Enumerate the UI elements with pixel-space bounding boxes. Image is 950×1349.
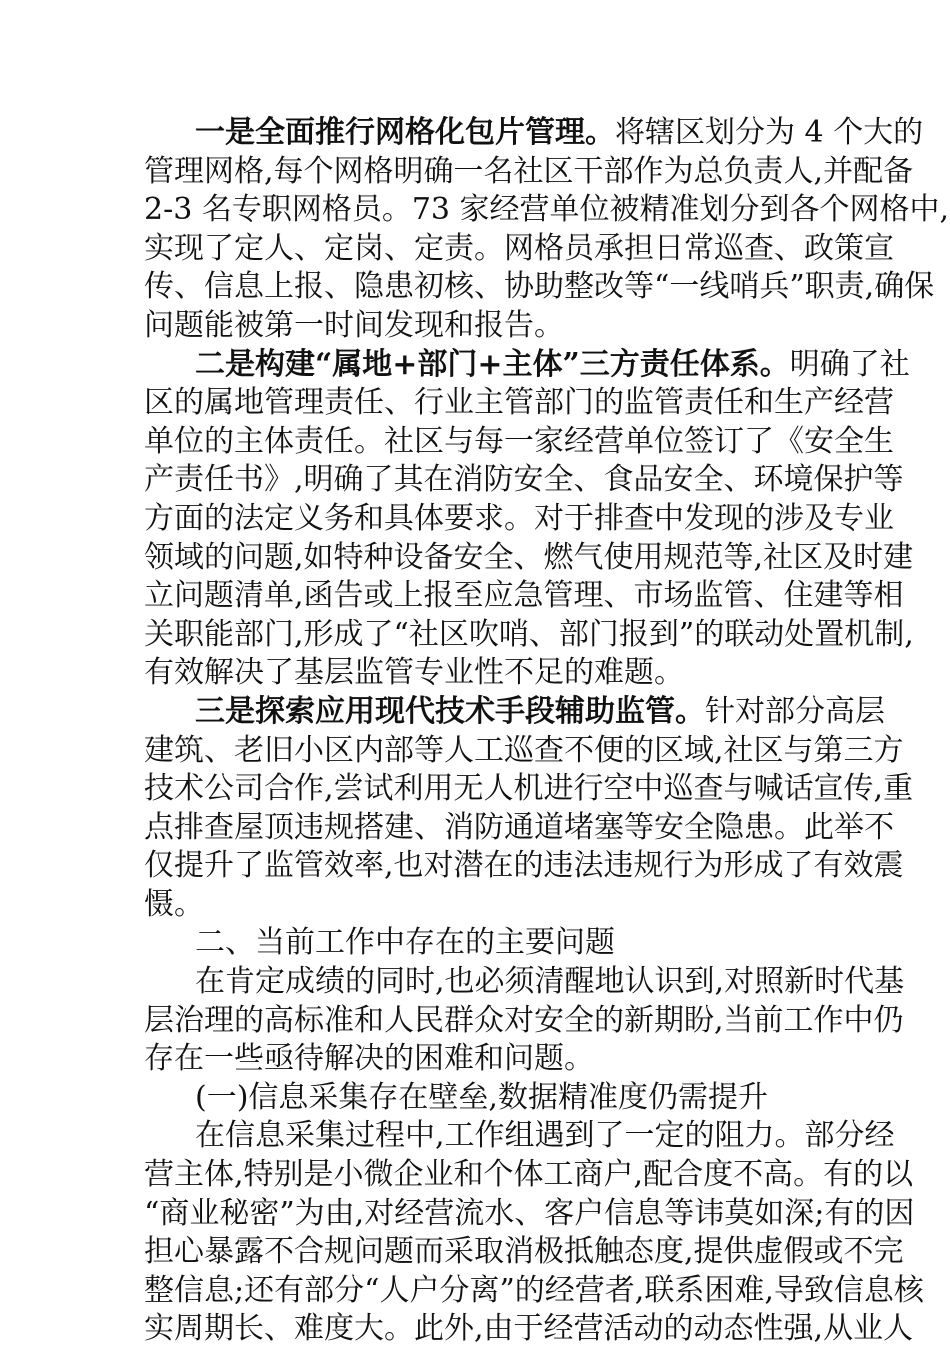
line-text: 营主体,特别是小微企业和个体工商户,配合度不高。有的以 [144, 1157, 914, 1193]
document-page [144, 114, 950, 1349]
text-line [144, 693, 885, 732]
text-line [144, 654, 814, 693]
text-line [144, 924, 814, 963]
text-line [144, 153, 914, 192]
line-text: 整信息;还有部分“人户分离”的经营者,联系困难,导致信息核 [144, 1272, 924, 1308]
line-text: 将辖区划分为 4 个大的 [615, 115, 924, 150]
line-text: 方面的法定义务和具体要求。对于排查中发现的涉及专业 [144, 500, 894, 536]
paragraph-lead-heading: 二是构建“属地+部门+主体”三方责任体系。 [195, 346, 790, 382]
text-line [144, 847, 904, 886]
text-line [144, 1156, 914, 1195]
paragraph [144, 346, 914, 693]
paragraph [144, 114, 950, 346]
text-line [144, 616, 914, 655]
text-line [144, 1272, 924, 1311]
text-line [144, 500, 894, 539]
line-text: 产责任书》,明确了其在消防安全、食品安全、环境保护等 [144, 462, 904, 498]
line-text: 担心暴露不合规问题而采取消极抵触态度,提供虚假或不完 [144, 1234, 904, 1270]
line-text: 领域的问题,如特种设备安全、燃气使用规范等,社区及时建 [144, 539, 914, 575]
text-line [144, 732, 904, 771]
paragraph [144, 924, 814, 963]
line-text: (一)信息采集存在壁垒,数据精准度仍需提升 [195, 1079, 768, 1115]
text-line [144, 1195, 915, 1234]
text-line [144, 809, 894, 848]
line-text: 建筑、老旧小区内部等人工巡查不便的区域,社区与第三方 [144, 732, 904, 768]
line-text: 点排查屋顶违规搭建、消防通道堵塞等安全隐患。此举不 [144, 809, 894, 845]
text-line [144, 1079, 814, 1118]
line-text: 实周期长、难度大。此外,由于经营活动的动态性强,从业人 [144, 1311, 914, 1347]
text-line [144, 346, 910, 385]
text-line [144, 268, 935, 307]
paragraph-lead-heading: 一是全面推行网格化包片管理。 [195, 115, 615, 150]
line-text: 区的属地管理责任、行业主管部门的监管责任和生产经营 [144, 385, 894, 421]
text-line [144, 307, 814, 346]
paragraph [144, 1117, 924, 1349]
paragraph [144, 693, 914, 925]
line-text: 问题能被第一时间发现和报告。 [144, 307, 564, 343]
line-text: 传、信息上报、隐患初核、协助整改等“一线哨兵”职责,确保 [144, 269, 935, 305]
text-line [144, 1002, 904, 1041]
line-text: 2-3 名专职网格员。73 家经营单位被精准划分到各个网格中, [144, 192, 950, 228]
paragraph-lead-heading: 三是探索应用现代技术手段辅助监管。 [195, 693, 705, 729]
line-text: 关职能部门,形成了“社区吹哨、部门报到”的联动处置机制, [144, 616, 914, 652]
text-line [144, 384, 894, 423]
paragraph [144, 963, 905, 1079]
text-line [144, 1040, 814, 1079]
line-text: 技术公司合作,尝试利用无人机进行空中巡查与喊话宣传,重 [144, 771, 914, 807]
line-text: 仅提升了监管效率,也对潜在的违法违规行为形成了有效震 [144, 848, 904, 884]
line-text: 在信息采集过程中,工作组遇到了一定的阻力。部分经 [195, 1118, 895, 1154]
line-text: 实现了定人、定岗、定责。网格员承担日常巡查、政策宣 [144, 230, 894, 266]
text-line [144, 770, 914, 809]
line-text: 有效解决了基层监管专业性不足的难题。 [144, 655, 684, 691]
line-text: 二、当前工作中存在的主要问题 [195, 925, 615, 961]
text-line [144, 577, 904, 616]
line-text: 层治理的高标准和人民群众对安全的新期盼,当前工作中仍 [144, 1002, 904, 1038]
text-line [144, 230, 894, 269]
text-line [144, 423, 894, 462]
text-line [144, 191, 950, 230]
paragraph [144, 1079, 814, 1118]
text-line [144, 114, 924, 153]
line-text: 慑。 [144, 886, 204, 922]
line-text: 管理网格,每个网格明确一名社区干部作为总负责人,并配备 [144, 153, 914, 189]
text-line [144, 1117, 895, 1156]
text-line [144, 886, 814, 925]
text-line [144, 539, 914, 578]
text-line [144, 1233, 904, 1272]
line-text: “商业秘密”为由,对经营流水、客户信息等讳莫如深;有的因 [144, 1195, 915, 1231]
text-line [144, 1310, 914, 1349]
line-text: 针对部分高层 [705, 693, 885, 729]
line-text: 立问题清单,函告或上报至应急管理、市场监管、住建等相 [144, 578, 904, 614]
line-text: 存在一些亟待解决的困难和问题。 [144, 1041, 594, 1077]
text-line [144, 963, 905, 1002]
line-text: 单位的主体责任。社区与每一家经营单位签订了《安全生 [144, 423, 894, 459]
text-line [144, 461, 904, 500]
line-text: 明确了社 [789, 346, 910, 382]
line-text: 在肯定成绩的同时,也必须清醒地认识到,对照新时代基 [195, 964, 905, 1000]
